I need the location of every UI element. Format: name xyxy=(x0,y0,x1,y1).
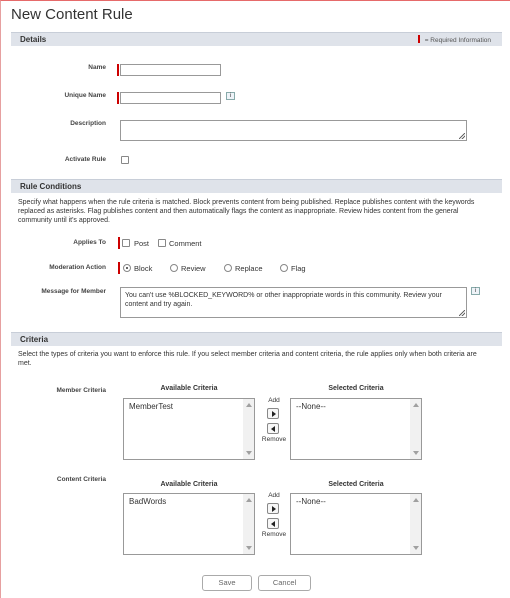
moderation-review-radio[interactable] xyxy=(170,264,178,272)
content-add-button[interactable] xyxy=(267,503,279,514)
moderation-block-label: Block xyxy=(134,264,153,273)
cancel-button[interactable]: Cancel xyxy=(258,575,311,591)
list-item[interactable]: --None-- xyxy=(296,497,326,506)
description-textarea[interactable] xyxy=(120,120,467,141)
member-add-label: Add xyxy=(268,397,280,404)
member-available-scrollbar[interactable] xyxy=(243,399,254,459)
criteria-section-header xyxy=(11,332,502,346)
rule-conditions-description: Specify what happens when the rule criteria is matched. Block prevents content from being published. Replace publishes content with the keywords replaced as asterisks. Flag publishes content and then automatically flags the content as inappropriate. Review hides content from the general community until it's approved. xyxy=(18,199,475,224)
scroll-down-icon[interactable] xyxy=(413,546,419,550)
message-resize-grip-icon[interactable] xyxy=(459,310,465,316)
message-for-member-label: Message for Member xyxy=(41,288,106,295)
moderation-block-radio[interactable] xyxy=(123,264,131,272)
unique-name-required-marker xyxy=(117,92,119,104)
scroll-down-icon[interactable] xyxy=(413,451,419,455)
rule-conditions-section-label: Rule Conditions xyxy=(20,182,82,191)
details-section-header xyxy=(11,32,502,46)
member-remove-label: Remove xyxy=(261,436,287,443)
description-resize-grip-icon[interactable] xyxy=(459,133,465,139)
member-available-header: Available Criteria xyxy=(160,385,218,392)
required-legend-text: = Required Information xyxy=(424,37,491,44)
unique-name-label: Unique Name xyxy=(64,92,106,99)
content-selected-list[interactable] xyxy=(290,493,422,555)
applies-to-post-checkbox[interactable] xyxy=(122,239,130,247)
moderation-replace-radio[interactable] xyxy=(224,264,232,272)
list-item[interactable]: BadWords xyxy=(129,497,167,506)
message-info-icon[interactable]: i xyxy=(471,287,480,295)
content-available-header: Available Criteria xyxy=(160,481,218,488)
save-button[interactable]: Save xyxy=(202,575,252,591)
arrow-right-icon xyxy=(272,506,276,512)
name-required-marker xyxy=(117,64,119,76)
arrow-left-icon xyxy=(271,426,275,432)
activate-rule-checkbox[interactable] xyxy=(121,156,129,164)
member-add-button[interactable] xyxy=(267,408,279,419)
activate-rule-label: Activate Rule xyxy=(64,156,106,163)
list-item[interactable]: --None-- xyxy=(296,402,326,411)
member-selected-list[interactable] xyxy=(290,398,422,460)
message-for-member-textarea[interactable]: You can't use %BLOCKED_KEYWORD% or other inappropriate words in this community. Review your content and try again. xyxy=(120,287,467,318)
content-available-list[interactable] xyxy=(123,493,255,555)
criteria-section-label: Criteria xyxy=(20,335,49,344)
applies-to-label: Applies To xyxy=(73,239,106,246)
required-legend xyxy=(418,35,491,44)
scroll-up-icon[interactable] xyxy=(413,403,419,407)
moderation-flag-label: Flag xyxy=(291,264,306,273)
member-selected-header: Selected Criteria xyxy=(328,385,384,392)
applies-to-comment-checkbox[interactable] xyxy=(158,239,166,247)
scroll-down-icon[interactable] xyxy=(246,546,252,550)
unique-name-info-icon[interactable]: i xyxy=(226,92,235,100)
content-add-label: Add xyxy=(268,492,280,499)
rule-conditions-section-header xyxy=(11,179,502,193)
name-input[interactable] xyxy=(120,64,221,76)
scroll-up-icon[interactable] xyxy=(246,403,252,407)
content-selected-scrollbar[interactable] xyxy=(410,494,421,554)
criteria-description: Select the types of criteria you want to enforce this rule. If you select member criteria and content criteria, the rule applies only when both criteria are met. xyxy=(18,351,477,367)
applies-to-comment-label: Comment xyxy=(169,239,202,248)
content-criteria-label: Content Criteria xyxy=(56,476,106,483)
moderation-flag-radio[interactable] xyxy=(280,264,288,272)
member-selected-scrollbar[interactable] xyxy=(410,399,421,459)
unique-name-input[interactable] xyxy=(120,92,221,104)
content-remove-label: Remove xyxy=(261,531,287,538)
name-label: Name xyxy=(88,64,106,71)
details-section-label: Details xyxy=(20,35,47,44)
moderation-action-label: Moderation Action xyxy=(49,264,106,271)
moderation-action-required-marker xyxy=(118,262,120,274)
page-title: New Content Rule xyxy=(11,6,133,23)
required-marker-icon xyxy=(418,35,420,43)
content-remove-button[interactable] xyxy=(267,518,279,529)
scroll-up-icon[interactable] xyxy=(246,498,252,502)
moderation-review-label: Review xyxy=(181,264,206,273)
member-available-list[interactable] xyxy=(123,398,255,460)
scroll-up-icon[interactable] xyxy=(413,498,419,502)
applies-to-post-label: Post xyxy=(134,239,150,248)
member-remove-button[interactable] xyxy=(267,423,279,434)
moderation-replace-label: Replace xyxy=(235,264,263,273)
arrow-left-icon xyxy=(271,521,275,527)
applies-to-required-marker xyxy=(118,237,120,249)
description-label: Description xyxy=(70,120,106,127)
list-item[interactable]: MemberTest xyxy=(129,402,174,411)
content-selected-header: Selected Criteria xyxy=(328,481,384,488)
arrow-right-icon xyxy=(272,411,276,417)
member-criteria-label: Member Criteria xyxy=(56,387,106,394)
content-available-scrollbar[interactable] xyxy=(243,494,254,554)
scroll-down-icon[interactable] xyxy=(246,451,252,455)
